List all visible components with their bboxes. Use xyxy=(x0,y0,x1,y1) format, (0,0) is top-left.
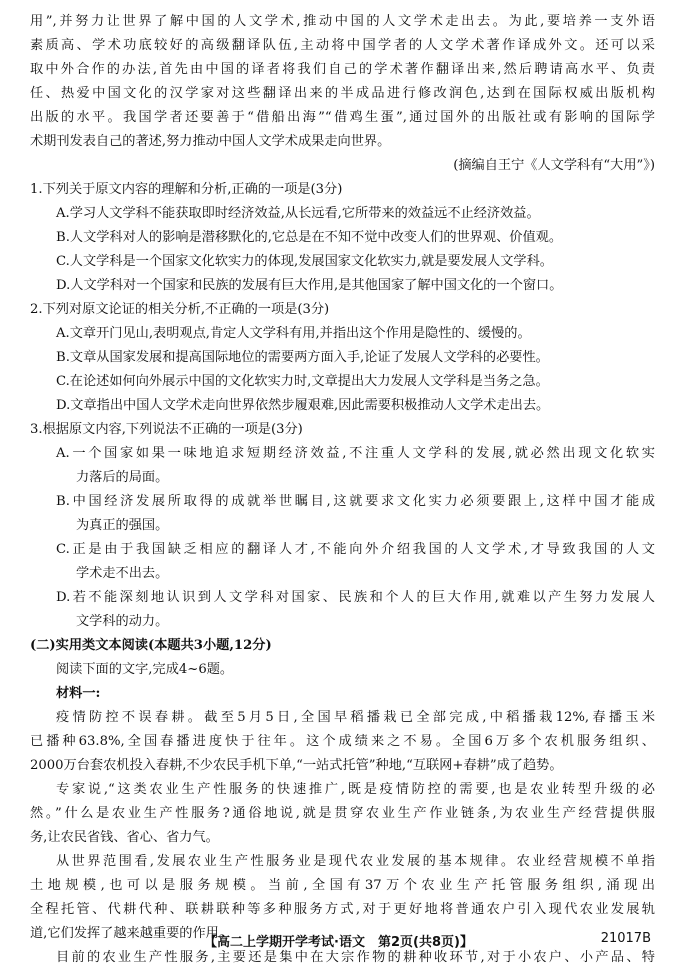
text-line: 专家说,“这类农业生产性服务的快速推广,既是疫情防控的需要,也是农业转型升级的必 xyxy=(56,782,655,797)
text-line: 务,让农民省钱、省心、省力气。 xyxy=(30,830,219,845)
text-line: A.文章开门见山,表明观点,肯定人文学科有用,并指出这个作用是隐性的、缓慢的。 xyxy=(56,326,531,341)
text-line: 文学科的动力。 xyxy=(76,614,169,629)
text-line: 用”,并努力让世界了解中国的人文学术,推动中国的人文学术走出去。为此,要培养一支外语 xyxy=(30,14,655,29)
page-footer xyxy=(0,931,677,953)
text-line: A.学习人文学科不能获取即时经济效益,从长远看,它所带来的效益远不止经济效益。 xyxy=(56,206,540,221)
text-line: (摘编自王宁《人文学科有“大用”》) xyxy=(453,158,655,173)
footer-page-info: 【高二上学期开学考试·语文 第2页(共8页)】 xyxy=(204,935,473,950)
text-line: A.一个国家如果一味地追求短期经济效益,不注重人文学科的发展,就必然出现文化软实 xyxy=(56,446,655,461)
text-line: 土地规模,也可以是服务规模。当前,全国有37万个农业生产托管服务组织,涌现出 xyxy=(30,878,655,893)
text-line: 为真正的强国。 xyxy=(76,518,169,533)
text-line: D.文章指出中国人文学术走向世界依然步履艰难,因此需要积极推动人文学术走出去。 xyxy=(56,398,550,413)
text-line: C.在论述如何向外展示中国的文化软实力时,文章提出大力发展人文学科是当务之急。 xyxy=(56,374,549,389)
text-line: 道,它们发挥了越来越重要的作用。 xyxy=(30,926,233,941)
text-line: 取中外合作的办法,首先由中国的译者将我们自己的学术著作翻译出来,然后聘请高水平、负责 xyxy=(30,62,655,77)
text-line: 学术走不出去。 xyxy=(76,566,169,581)
text-line: (二)实用类文本阅读(本题共3小题,12分) xyxy=(30,638,272,653)
text-line: 2.下列对原文论证的相关分析,不正确的一项是(3分) xyxy=(30,302,330,317)
document-body xyxy=(30,10,655,970)
text-line: 阅读下面的文字,完成4~6题。 xyxy=(56,662,234,677)
text-line: B.中国经济发展所取得的成就举世瞩目,这就要求文化实力必须要跟上,这样中国才能成 xyxy=(56,494,655,509)
text-line: C.正是由于我国缺乏相应的翻译人才,不能向外介绍我国的人文学术,才导致我国的人文 xyxy=(56,542,655,557)
text-line: 力落后的局面。 xyxy=(76,470,169,485)
text-line: 素质高、学术功底较好的高级翻译队伍,主动将中国学者的人文学术著作译成外文。还可以采 xyxy=(30,38,655,53)
text-line: 任、热爱中国文化的汉学家对这些翻译出来的半成品进行修改润色,达到在国际权威出版机构 xyxy=(30,86,655,101)
text-line: 从世界范围看,发展农业生产性服务业是现代农业发展的基本规律。农业经营规模不单指 xyxy=(56,854,655,869)
text-line: 全程托管、代耕代种、联耕联种等多种服务方式,对于更好地将普通农户引入现代农业发展轨 xyxy=(30,902,655,917)
text-line: D.人文学科对一个国家和民族的发展有巨大作用,是其他国家了解中国文化的一个窗口。 xyxy=(56,278,563,293)
text-line: 3.根据原文内容,下列说法不正确的一项是(3分) xyxy=(30,422,303,437)
text-line: B.人文学科对人的影响是潜移默化的,它总是在不知不觉中改变人们的世界观、价值观。 xyxy=(56,230,563,245)
text-line: C.人文学科是一个国家文化软实力的体现,发展国家文化软实力,就是要发展人文学科。 xyxy=(56,254,553,269)
text-line: 材料一: xyxy=(56,686,101,701)
footer-exam-code: 21017B xyxy=(600,931,651,946)
text-line: 2000万台套农机投入春耕,不少农民手机下单,“一站式托管”种地,“互联网+春耕”成了趋势。 xyxy=(30,758,563,773)
text-line: 1.下列关于原文内容的理解和分析,正确的一项是(3分) xyxy=(30,182,343,197)
text-line: B.文章从国家发展和提高国际地位的需要两方面入手,论证了发展人文学科的必要性。 xyxy=(56,350,549,365)
text-line: 术期刊发表自己的著述,努力推动中国人文学术成果走向世界。 xyxy=(30,134,391,149)
text-line: 疫情防控不误春耕。截至5月5日,全国早稻播栽已全部完成,中稻播栽12%,春播玉米 xyxy=(56,710,655,725)
text-line: 出版的水平。我国学者还要善于“借船出海”“借鸡生蛋”,通过国外的出版社或有影响的国际学 xyxy=(30,110,655,125)
text-line: 目前的农业生产性服务,主要还是集中在大宗作物的耕种收环节,对于小农户、小产品、特 xyxy=(56,950,655,965)
text-line: D.若不能深刻地认识到人文学科对国家、民族和个人的巨大作用,就难以产生努力发展人 xyxy=(56,590,655,605)
text-line: 然。”什么是农业生产性服务?通俗地说,就是贯穿农业生产作业链条,为农业生产经营提供服 xyxy=(30,806,655,821)
text-line: 已播种63.8%,全国春播进度快于往年。这个成绩来之不易。全国6万多个农机服务组织、 xyxy=(30,734,655,749)
